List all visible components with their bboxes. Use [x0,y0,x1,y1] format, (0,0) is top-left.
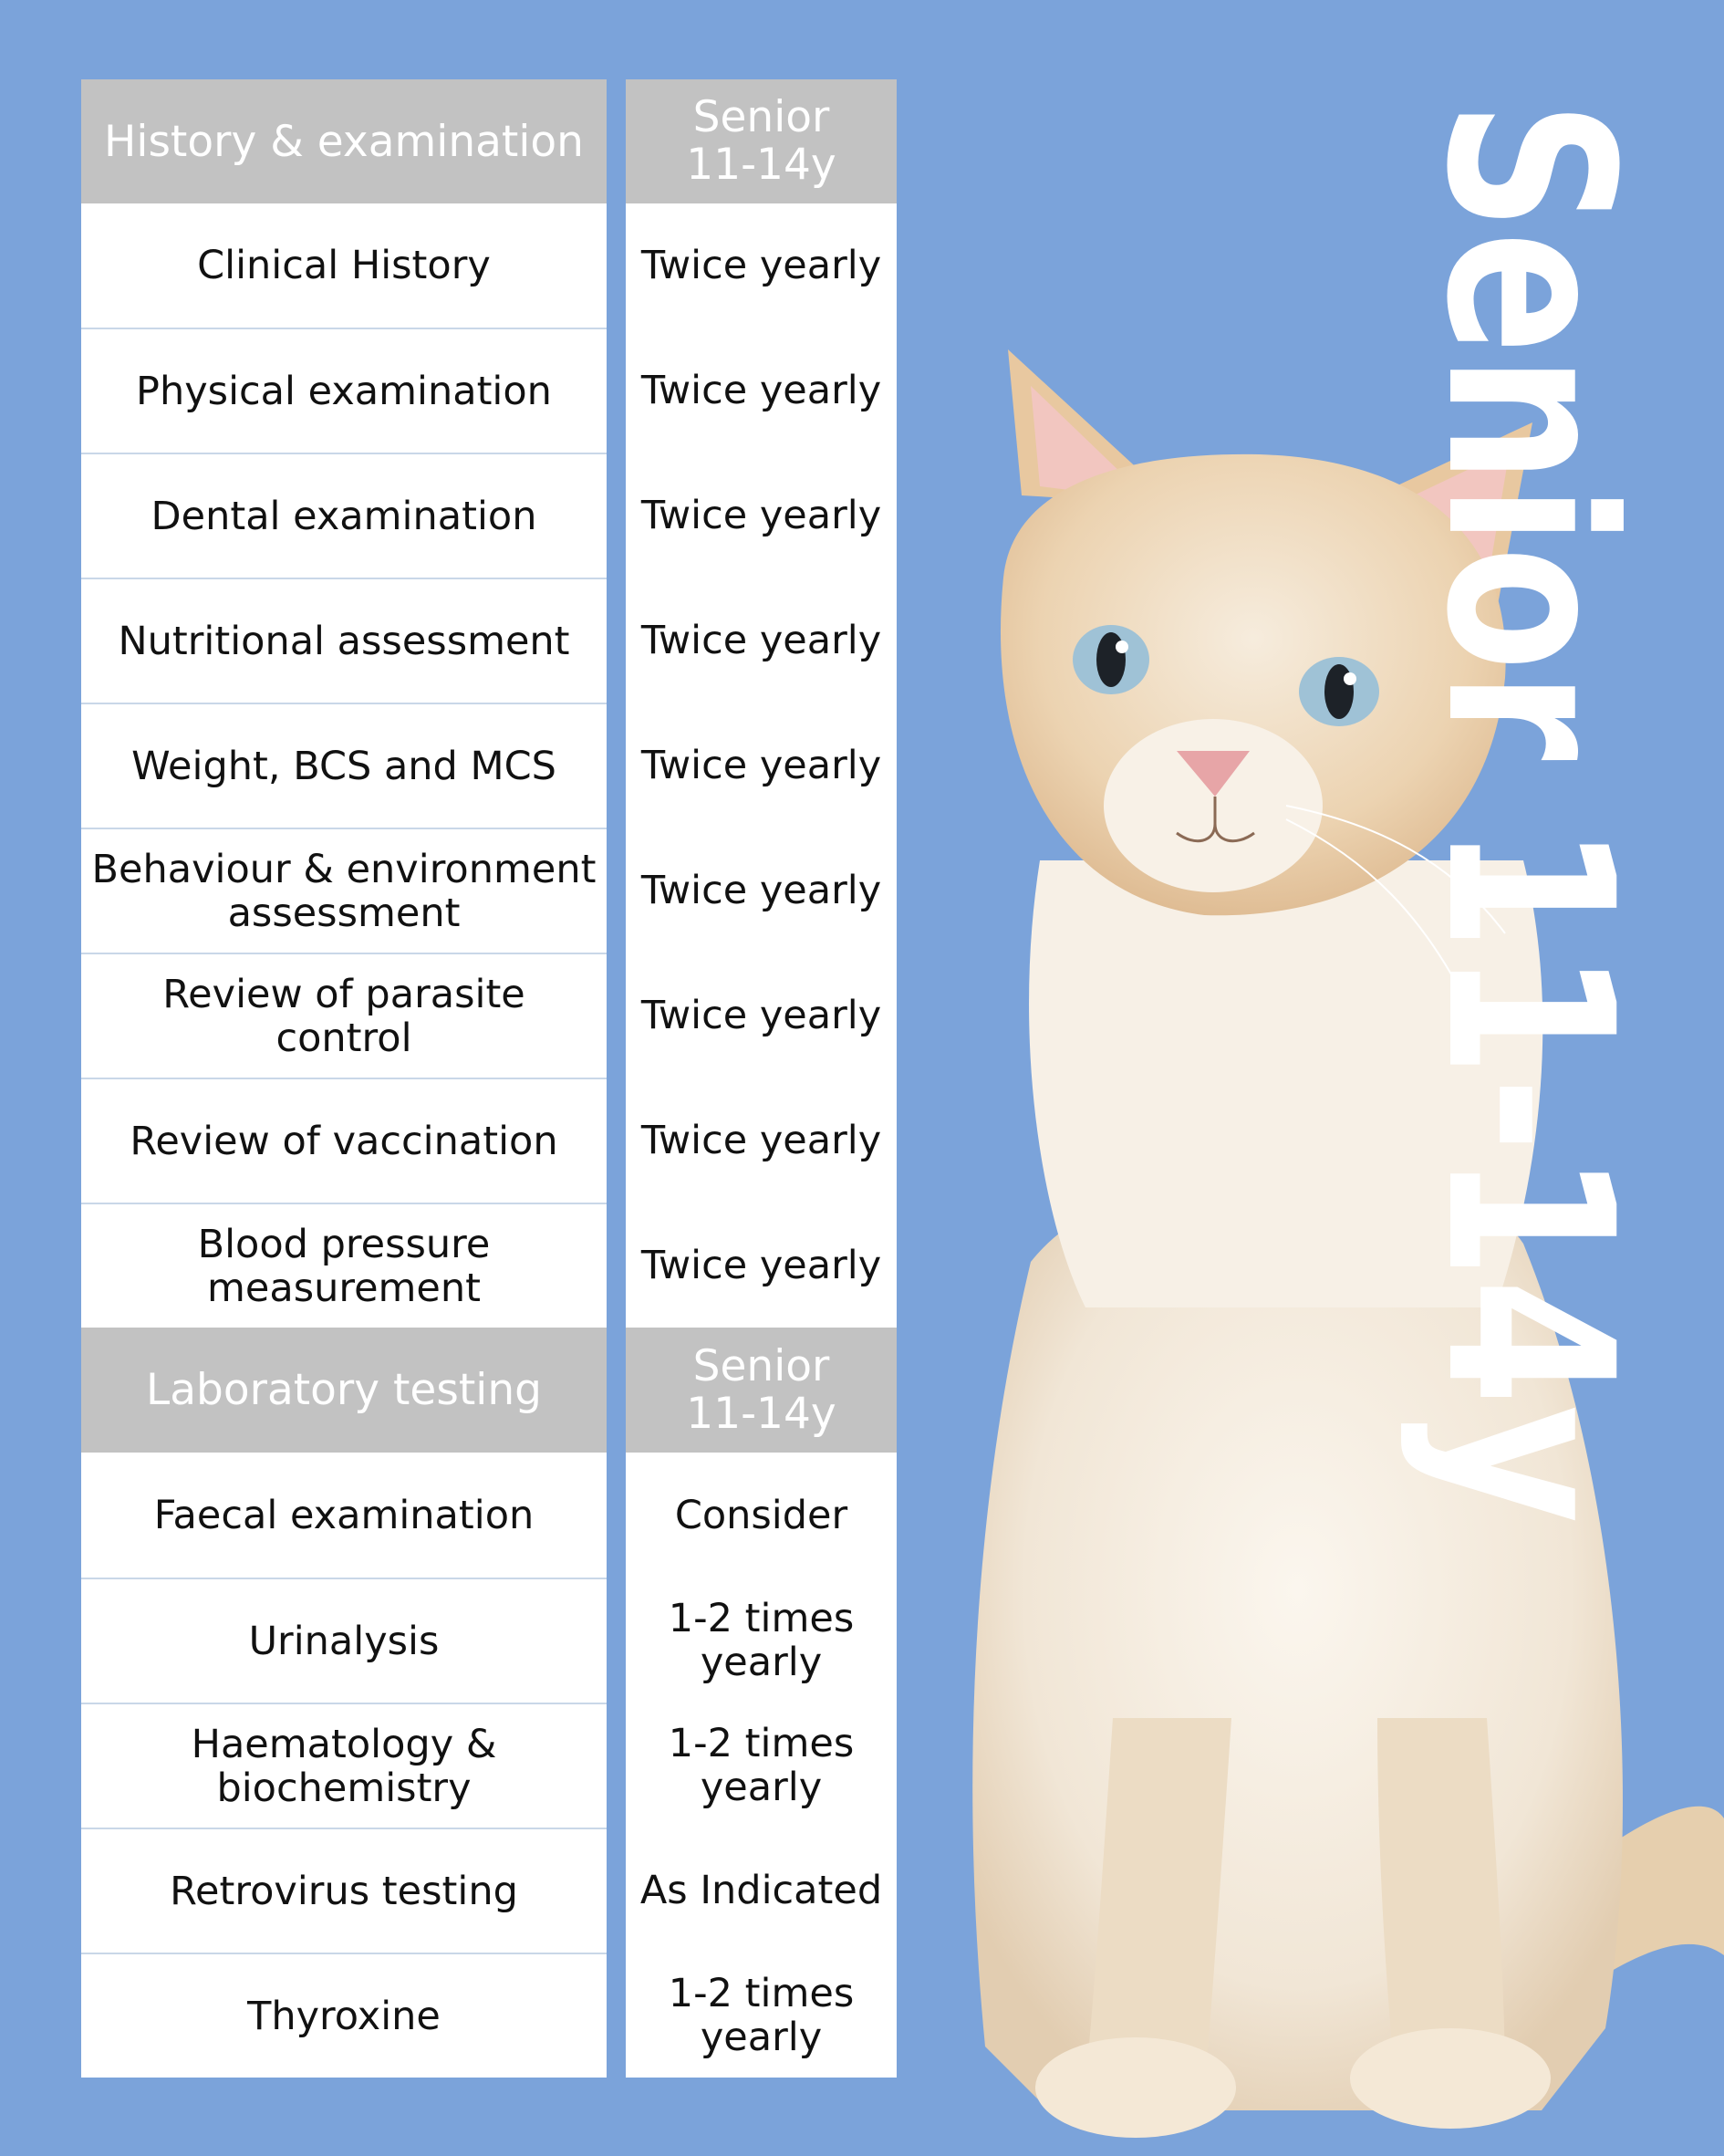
row-value: 1-2 times yearly [626,1578,897,1703]
row-label: Review of parasite control [81,953,607,1078]
history-column-header [626,79,897,203]
row-label: Review of vaccination [81,1078,607,1203]
row-value: Twice yearly [626,1078,897,1203]
row-value: Twice yearly [626,703,897,828]
row-label: Dental examination [81,453,607,578]
row-label: Weight, BCS and MCS [81,703,607,828]
row-value: As Indicated [626,1828,897,1953]
banner-text: Senior 11-14y [1397,100,1662,1542]
column-header-line1: Senior [692,1340,830,1391]
row-value: Twice yearly [626,828,897,953]
row-label: Retrovirus testing [81,1828,607,1953]
row-value: Twice yearly [626,953,897,1078]
row-label: Faecal examination [81,1453,607,1578]
row-value: Twice yearly [626,328,897,453]
laboratory-header [81,1328,607,1453]
column-header-line2: 11-14y [686,1388,836,1439]
row-value: Twice yearly [626,453,897,578]
row-label: Urinalysis [81,1578,607,1703]
row-value: Twice yearly [626,578,897,703]
row-value: 1-2 times yearly [626,1953,897,2078]
senior-age-banner [1386,100,1678,1542]
laboratory-column-header [626,1328,897,1453]
row-value: Twice yearly [626,203,897,328]
row-label: Physical examination [81,328,607,453]
row-label: Nutritional assessment [81,578,607,703]
history-header-title: History & examination [104,116,584,167]
laboratory-header-title: Laboratory testing [146,1365,542,1415]
row-value: Consider [626,1453,897,1578]
column-header-line2: 11-14y [686,140,836,190]
row-label: Blood pressure measurement [81,1203,607,1328]
row-label: Clinical History [81,203,607,328]
row-value: 1-2 times yearly [626,1703,897,1828]
history-header [81,79,607,203]
row-value: Twice yearly [626,1203,897,1328]
column-header-line1: Senior [692,92,830,142]
row-label: Thyroxine [81,1953,607,2078]
row-label: Haematology & biochemistry [81,1703,607,1828]
row-label: Behaviour & environment assessment [81,828,607,953]
